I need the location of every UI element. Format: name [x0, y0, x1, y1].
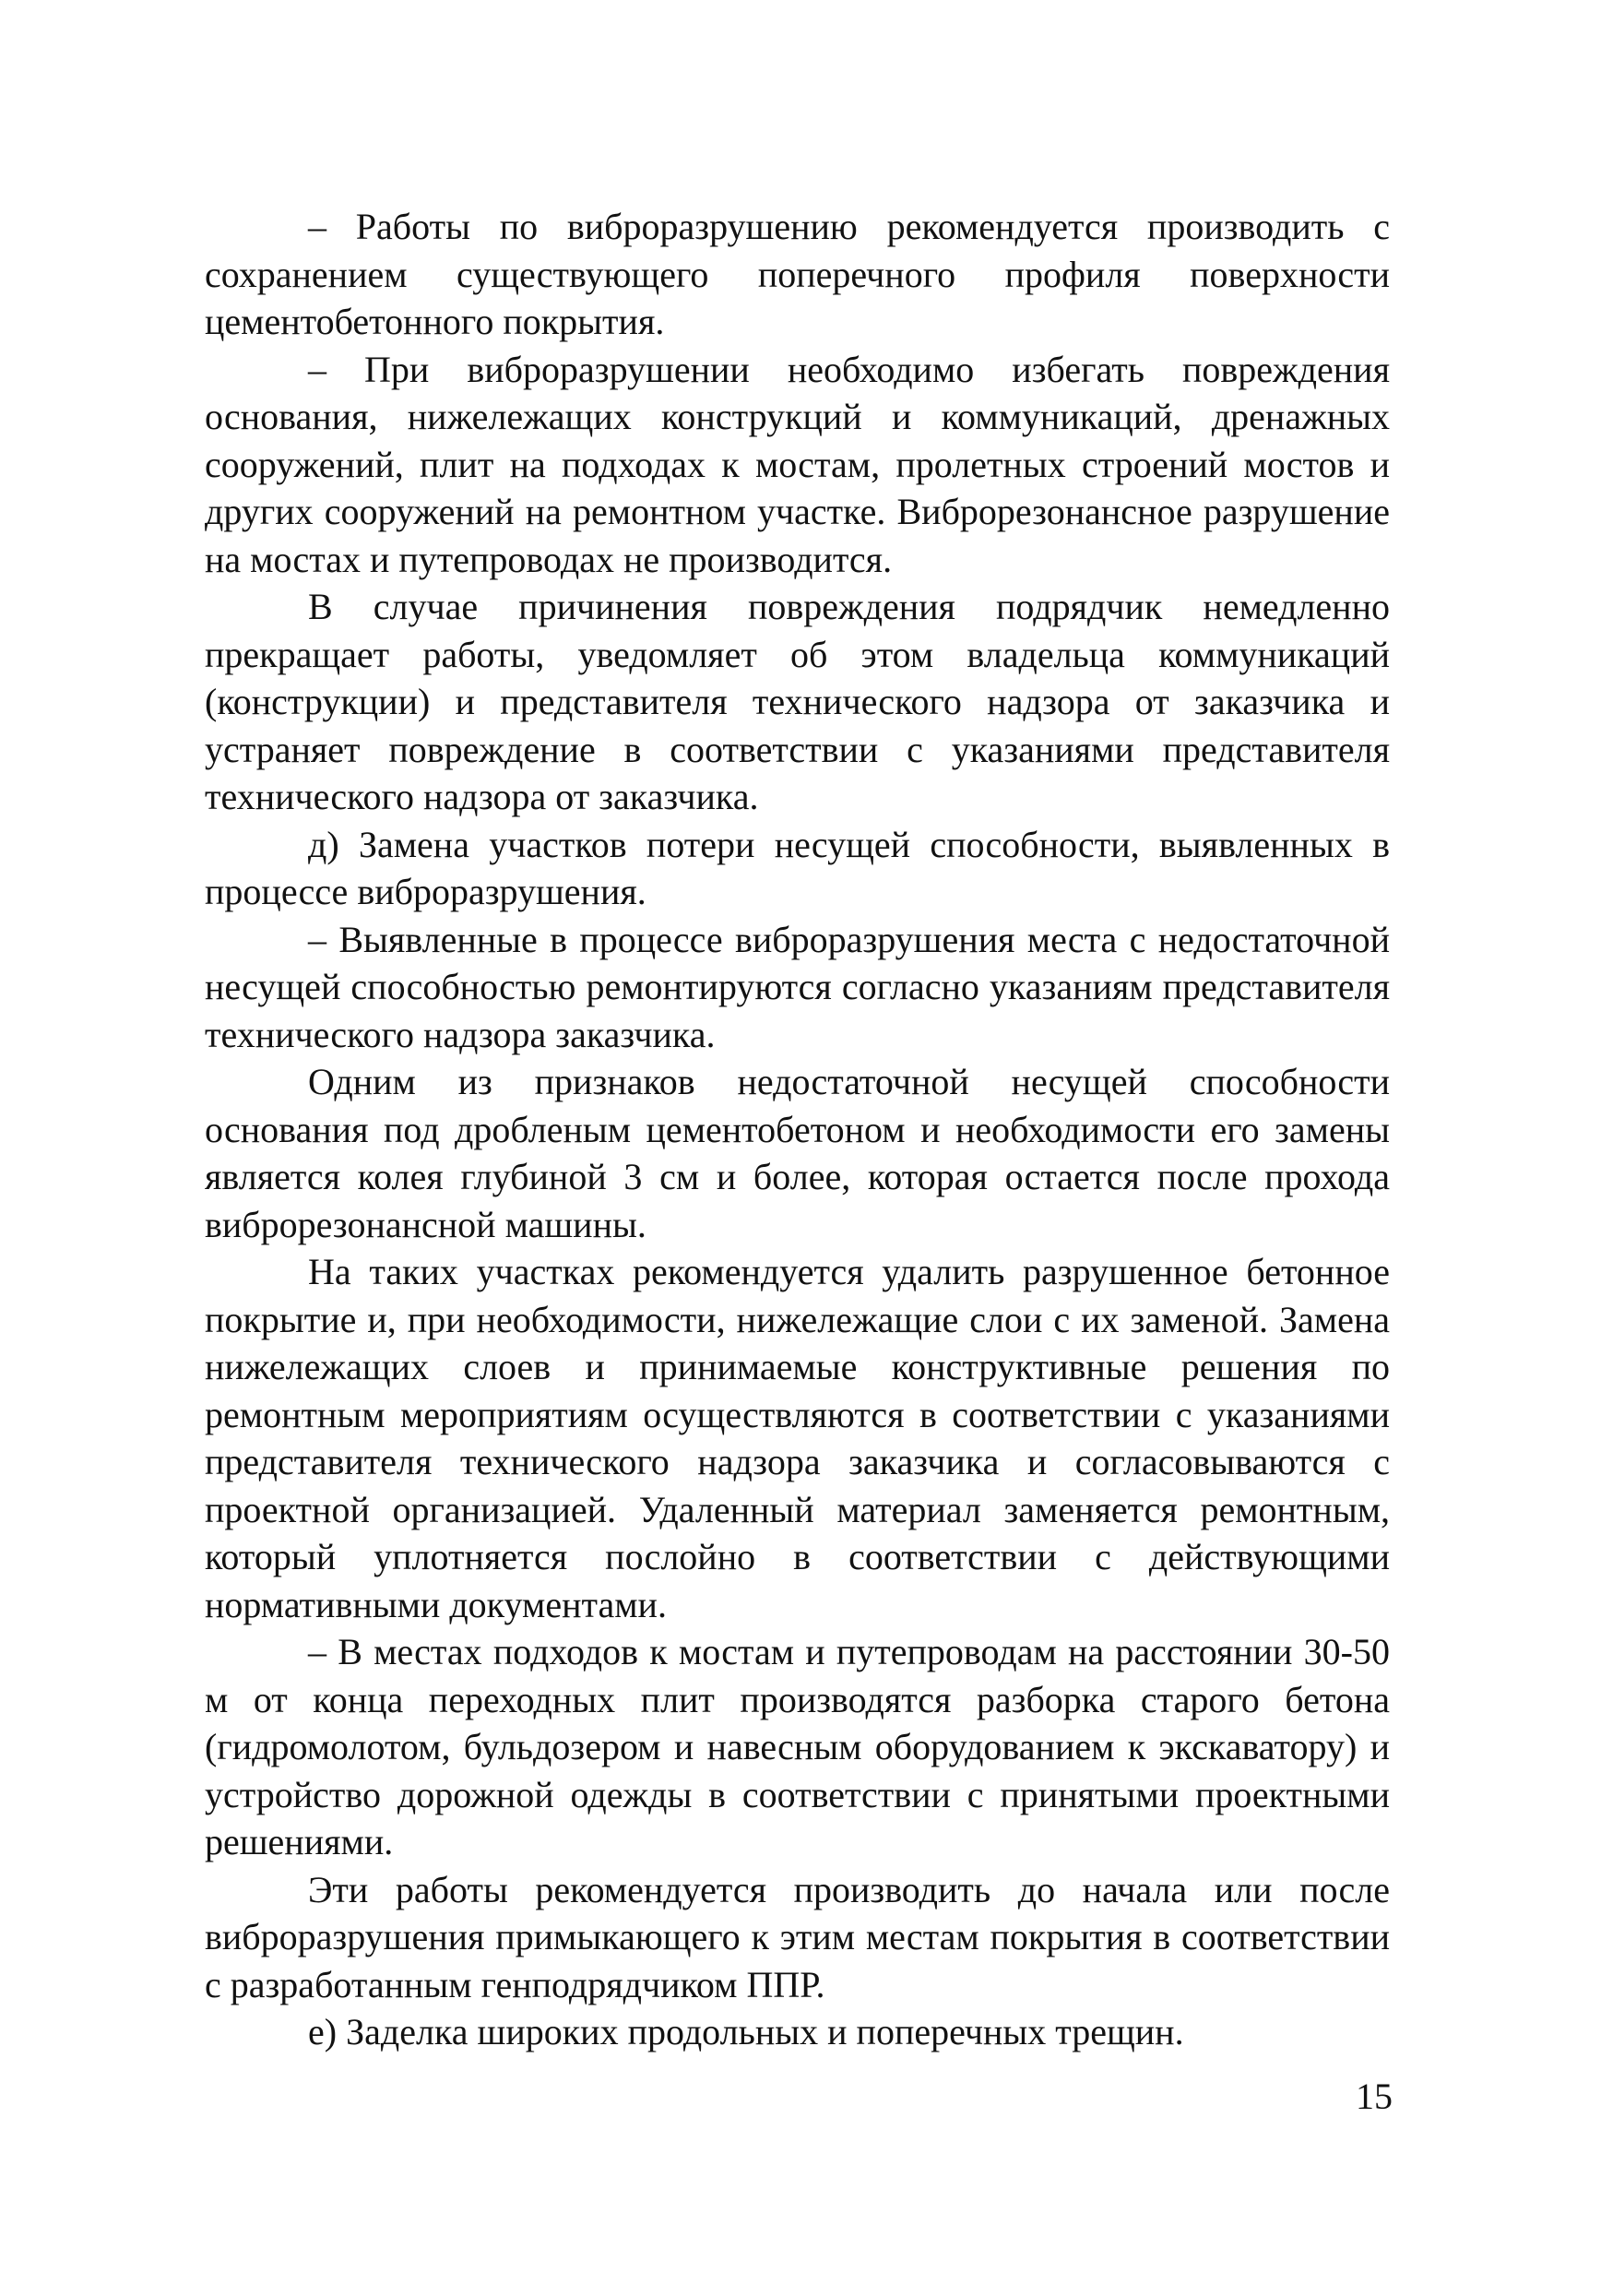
paragraph-profile-preservation: – Работы по виброразрушению рекомендуется производить с сохранением существующего поперечного профиля поверхности цементобетонного покрытия. [205, 206, 1390, 342]
paragraph-avoid-damage: – При виброразрушении необходимо избегать повреждения основания, нижележащих конструкций и коммуникаций, дренажных сооружений, плит на подходах к мостам, пролетных строений мостов и других сооружений на ремонтном участке. Виброрезонансное разрушение на мостах и путепроводах не производится. [205, 348, 1390, 580]
paragraph-rut-indicator: Одним из признаков недостаточной несущей способности основания под дробленым цементобетоном и необходимости его замены является колея глубиной 3 см и более, которая остается после прохода виброрезонансной машины. [205, 1061, 1390, 1245]
paragraph-damage-response: В случае причинения повреждения подрядчик немедленно прекращает работы, уведомляет об этом владельца коммуникаций (конструкции) и представителя технического надзора от заказчика и устраняет повреждение в соответствии с указаниями представителя технического надзора от заказчика. [205, 586, 1390, 817]
paragraph-section-e-heading: е) Заделка широких продольных и поперечных трещин. [308, 2011, 1184, 2052]
paragraph-weak-spots-repair: – Выявленные в процессе виброразрушения места с недостаточной несущей способностью ремонтируются согласно указаниям представителя технического надзора заказчика. [205, 918, 1390, 1055]
page-number: 15 [1356, 2076, 1393, 2117]
paragraph-bridge-approaches: – В местах подходов к мостам и путепроводам на расстоянии 30-50 м от конца переходных плит производятся разборка старого бетона (гидромолотом, бульдозером и навесным оборудованием к экскаватору) и устройство дорожной одежды в соответствии с принятыми проектными решениями. [205, 1631, 1390, 1862]
body-text [205, 203, 1390, 2056]
paragraph-layer-replacement: На таких участках рекомендуется удалить разрушенное бетонное покрытие и, при необходимости, нижележащие слои с их заменой. Замена нижележащих слоев и принимаемые конструктивные решения по ремонтным мероприятиям осуществляются в соответствии с указаниями представителя технического надзора заказчика и согласовываются с проектной организацией. Удаленный материал заменяется ремонтным, который уплотняется послойно в соответствии с действующими нормативными документами. [205, 1251, 1390, 1625]
paragraph-section-d-heading: д) Замена участков потери несущей способности, выявленных в процессе виброразрушения. [205, 823, 1390, 912]
paragraph-work-timing: Эти работы рекомендуется производить до начала или после виброразрушения примыкающего к этим местам покрытия в соответствии с разработанным генподрядчиком ППР. [205, 1868, 1390, 2005]
